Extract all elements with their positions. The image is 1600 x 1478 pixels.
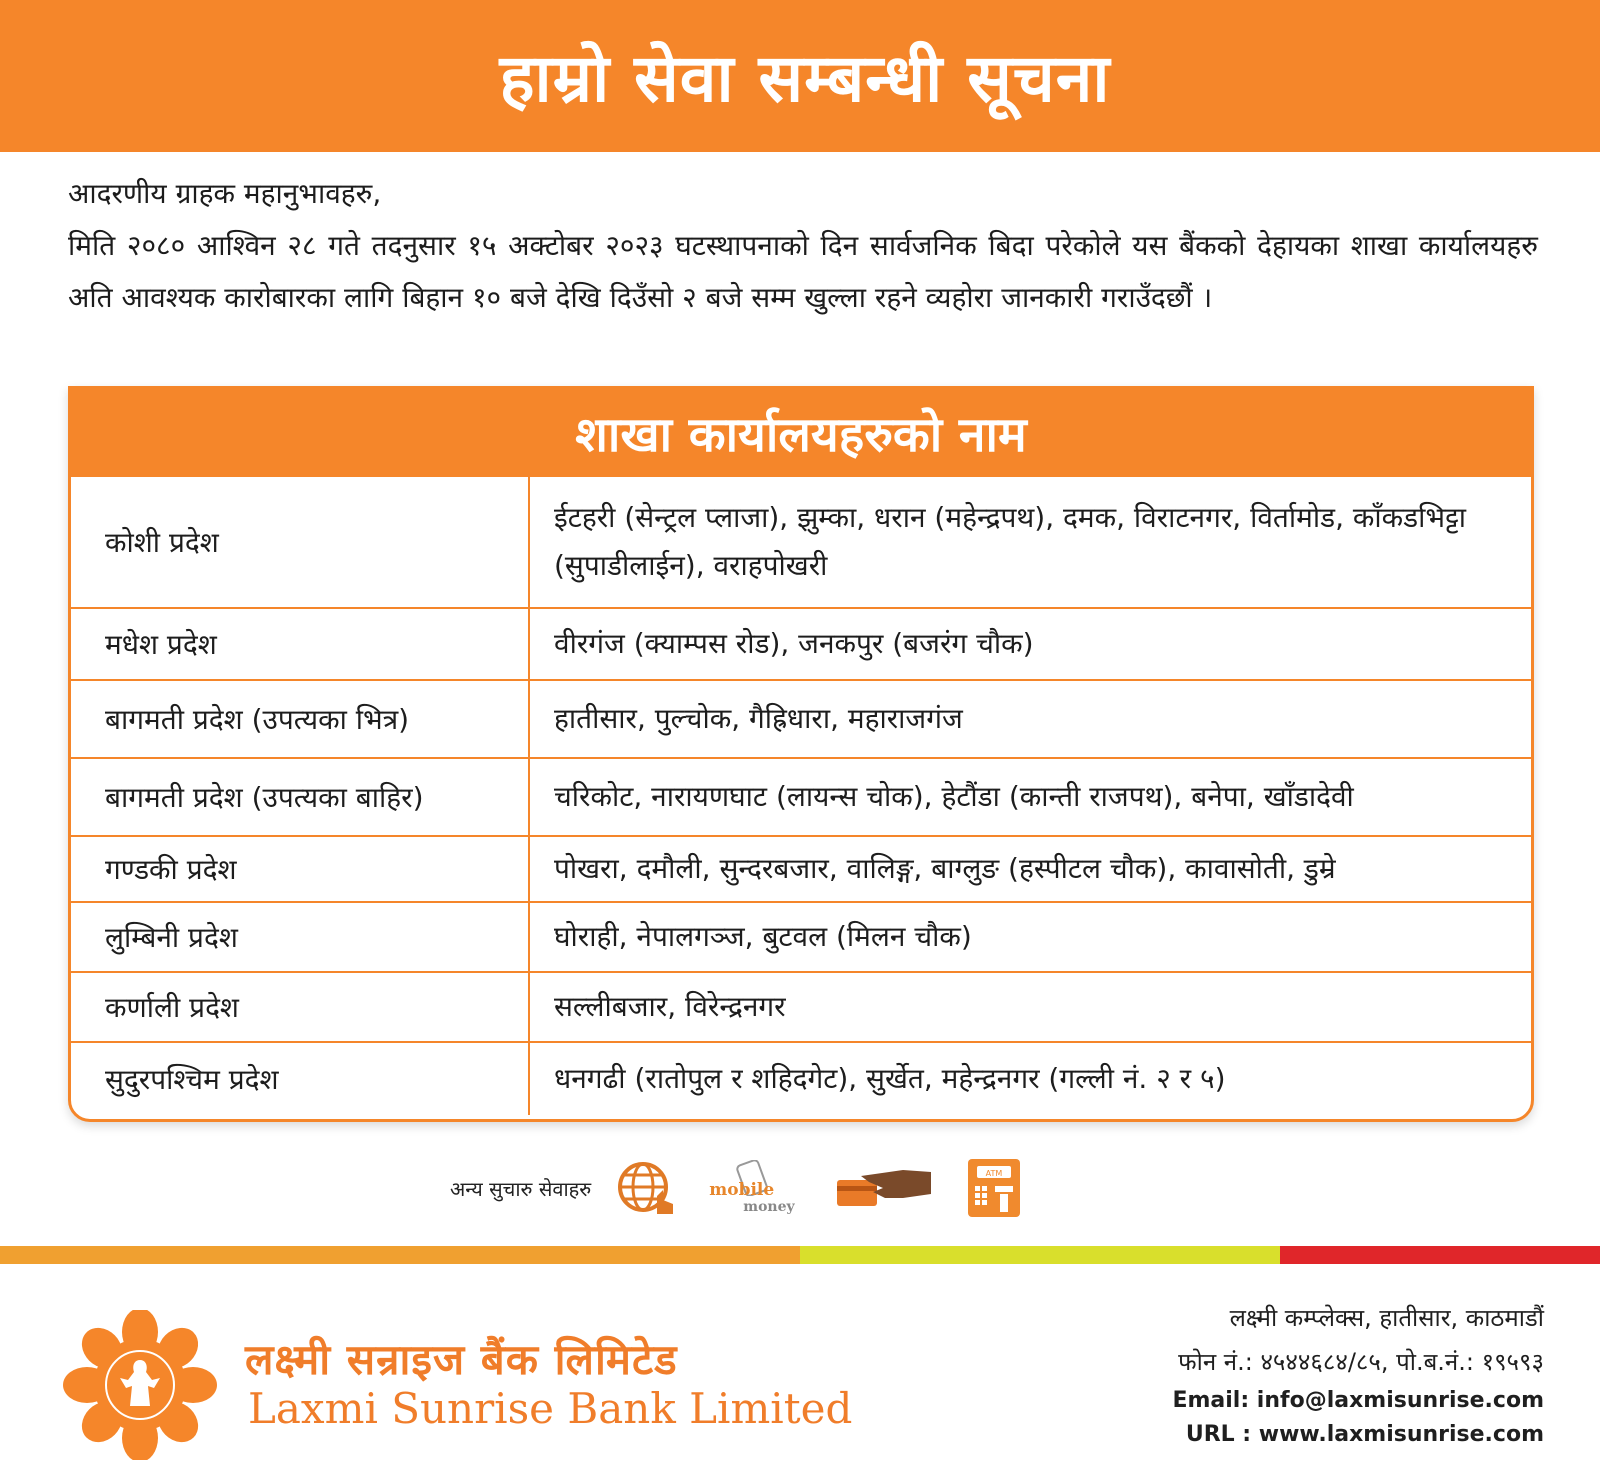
mobile-money-sublabel: money — [743, 1199, 795, 1215]
bank-logo — [60, 1310, 220, 1460]
branches-cell: चरिकोट, नारायणघाट (लायन्स चोक), हेटौंडा (कान्ती राजपथ), बनेपा, खाँडादेवी — [554, 780, 1354, 813]
province-cell: सुदुरपश्चिम प्रदेश — [71, 1043, 530, 1115]
branches-cell: हातीसार, पुल्चोक, गैह्रिधारा, महाराजगंज — [554, 702, 963, 735]
table-row — [71, 679, 1531, 757]
table-row — [71, 835, 1531, 901]
province-cell: कोशी प्रदेश — [71, 477, 530, 607]
address: लक्ष्मी कम्प्लेक्स, हातीसार, काठमाडौं — [1229, 1304, 1544, 1332]
atm-label: ATM — [985, 1169, 1003, 1178]
branches-cell: ईटहरी (सेन्ट्रल प्लाजा), झुम्का, धरान (महेन्द्रपथ), दमक, विराटनगर, विर्तामोड, काँकडभिट्टा (सुपाडीलाईन), वराहपोखरी — [554, 501, 1467, 582]
email: Email: info@laxmisunrise.com — [1172, 1388, 1544, 1413]
branches-cell: सल्लीबजार, विरेन्द्रनगर — [554, 990, 786, 1023]
services-label: अन्य सुचारु सेवाहरु — [450, 1176, 592, 1201]
table-row — [71, 607, 1531, 679]
intro-text — [68, 168, 1538, 324]
branches-cell: घोराही, नेपालगञ्ज, बुटवल (मिलन चौक) — [554, 920, 972, 953]
internet-banking-icon — [617, 1160, 675, 1216]
card-payment-icon — [833, 1164, 933, 1212]
branches-cell: धनगढी (रातोपुल र शहिदगेट), सुर्खेत, महेन्द्रनगर (गल्ली नं. २ र ५) — [554, 1062, 1226, 1095]
website-url: URL : www.laxmisunrise.com — [1185, 1422, 1544, 1447]
greeting: आदरणीय ग्राहक महानुभावहरु, — [68, 177, 382, 210]
stripe-yellow — [800, 1246, 1280, 1264]
mobile-money-label: mobile — [709, 1180, 775, 1200]
province-cell: बागमती प्रदेश (उपत्यका बाहिर) — [71, 759, 530, 835]
mobile-money-icon — [709, 1160, 799, 1216]
province-cell: कर्णाली प्रदेश — [71, 973, 530, 1041]
bank-name-nepali: लक्ष्मी सन्राइज बैंक लिमिटेड — [245, 1335, 678, 1384]
table-row — [71, 1041, 1531, 1115]
atm-icon — [967, 1158, 1021, 1218]
notice-body: मिति २०८० आश्विन २८ गते तदनुसार १५ अक्टोबर २०२३ घटस्थापनाको दिन सार्वजनिक बिदा परेकोले यस बैंकको देहायका शाखा कार्यालयहरु अति आवश्यक कारोबारका लागि बिहान १० बजे देखि दिउँसो २ बजे सम्म खुल्ला रहने व्यहोरा जानकारी गराउँदछौं । — [68, 229, 1538, 314]
province-cell: गण्डकी प्रदेश — [71, 837, 530, 901]
branch-table-title: शाखा कार्यालयहरुको नाम — [71, 389, 1531, 477]
other-services — [450, 1158, 1055, 1218]
stripe-red — [1280, 1246, 1600, 1264]
contact-info — [924, 1296, 1544, 1452]
table-row — [71, 901, 1531, 971]
table-row — [71, 477, 1531, 607]
notice-banner — [0, 0, 1600, 152]
table-row — [71, 971, 1531, 1041]
bank-name-english: Laxmi Sunrise Bank Limited — [248, 1384, 853, 1433]
notice-title: हाम्रो सेवा सम्बन्धी सूचना — [499, 40, 1111, 117]
table-row — [71, 757, 1531, 835]
province-cell: मधेश प्रदेश — [71, 609, 530, 679]
color-stripes — [0, 1246, 1600, 1264]
province-cell: बागमती प्रदेश (उपत्यका भित्र) — [71, 681, 530, 757]
branch-rows — [71, 477, 1531, 1115]
branches-cell: वीरगंज (क्याम्पस रोड), जनकपुर (बजरंग चौक) — [554, 627, 1034, 660]
province-cell: लुम्बिनी प्रदेश — [71, 903, 530, 971]
phone: फोन नं.: ४५४४६८४/८५, पो.ब.नं.: १९५९३ — [1178, 1348, 1544, 1376]
branches-cell: पोखरा, दमौली, सुन्दरबजार, वालिङ्ग, बाग्लुङ (हस्पीटल चौक), कावासोती, डुम्रे — [554, 852, 1336, 885]
stripe-orange — [0, 1246, 800, 1264]
branch-table — [68, 386, 1534, 1122]
